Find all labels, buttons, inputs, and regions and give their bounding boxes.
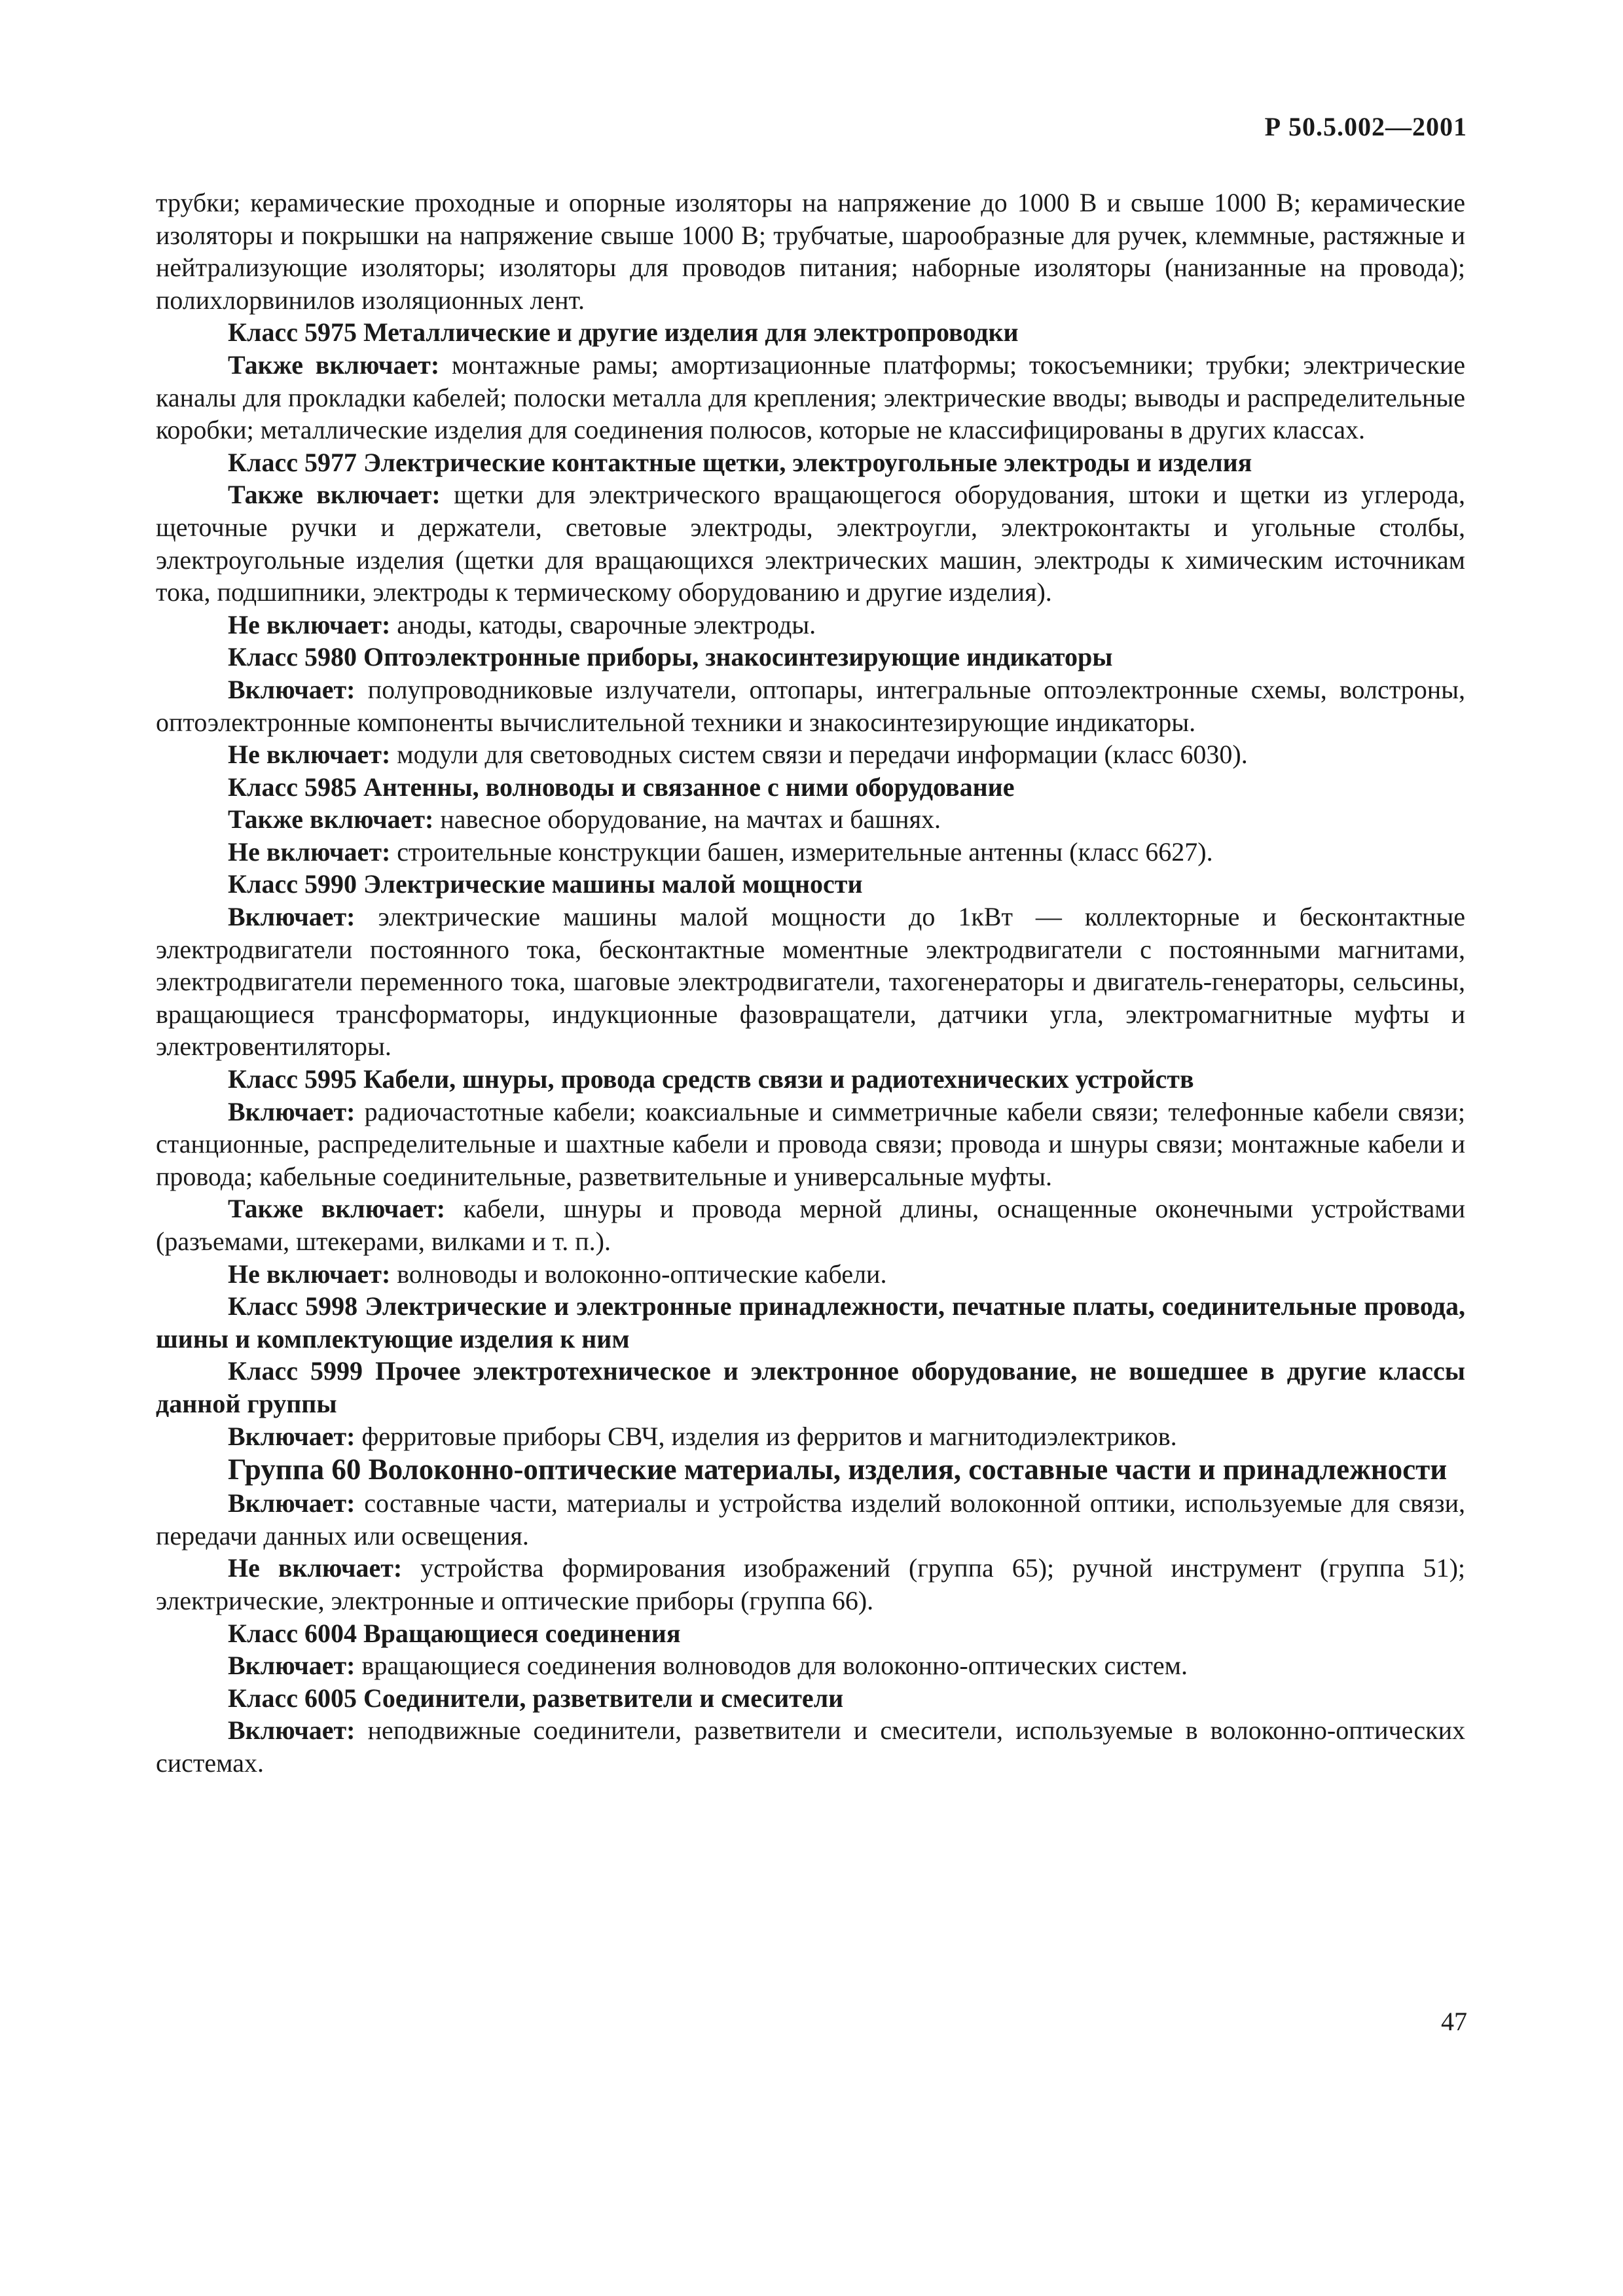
class-5977-heading: Класс 5977 Электрические контактные щетки, электроугольные электроды и изделия <box>228 447 1252 477</box>
text: электрические машины малой мощности до 1кВт — коллекторные и бесконтактные электродвигатели постоянного тока, бесконтактные моментные электродвигатели с постоянными магнитами, электродвигатели переменного тока, шаговые электродвигатели, тахогенераторы и двигатель-генераторы, сельсины, вращающиеся трансформаторы, индукционные фазовращатели, датчики угла, электромагнитные муфты и электровентиляторы. <box>156 902 1465 1062</box>
page-number: 47 <box>1441 2007 1467 2036</box>
label: Включает: <box>228 1651 356 1681</box>
label: Не включает: <box>228 609 391 639</box>
class-5980-excludes <box>156 738 1465 771</box>
class-5980-heading: Класс 5980 Оптоэлектронные приборы, знакосинтезирующие индикаторы <box>228 642 1113 672</box>
text: радиочастотные кабели; коаксиальные и симметричные кабели связи; телефонные кабели связи; станционные, распределительные и шахтные кабели и провода связи; провода и шнуры связи; монтажные кабели и провода; кабельные соединительные, разветвительные и универсальные муфты. <box>156 1096 1465 1191</box>
text: составные части, материалы и устройства изделий волоконной оптики, используемые для связи, передачи данных или освещения. <box>156 1488 1465 1551</box>
label: Включает: <box>228 1096 356 1126</box>
label: Также включает: <box>228 804 434 834</box>
class-6004-heading: Класс 6004 Вращающиеся соединения <box>228 1618 681 1648</box>
class-5999-includes <box>156 1420 1465 1453</box>
class-6004-includes <box>156 1649 1465 1682</box>
label: Не включает: <box>228 836 391 867</box>
page-content <box>156 187 1465 1780</box>
label: Включает: <box>228 1715 356 1746</box>
text: ферритовые приборы СВЧ, изделия из ферритов и магнитодиэлектриков. <box>355 1421 1177 1451</box>
text: неподвижные соединители, разветвители и смесители, используемые в волоконно-оптических системах. <box>156 1715 1465 1778</box>
class-5975-heading: Класс 5975 Металлические и другие изделия для электропроводки <box>228 317 1019 348</box>
text: монтажные рамы; амортизационные платформы; токосъемники; трубки; электрические каналы для прокладки кабелей; полоски металла для крепления; электрические вводы; выводы и распределительные коробки; металлические изделия для соединения полюсов, которые не классифицированы в других классах. <box>156 350 1466 445</box>
label: Также включает: <box>228 480 441 510</box>
class-5985-excludes <box>156 836 1465 869</box>
label: Включает: <box>228 674 356 704</box>
text: кабели, шнуры и провода мерной длины, оснащенные оконечными устройствами (разъемами, штекерами, вилками и т. п.). <box>156 1194 1466 1256</box>
class-6005-includes <box>156 1714 1465 1779</box>
label: Не включает: <box>228 1553 403 1583</box>
class-5999-heading: Класс 5999 Прочее электротехническое и электронное оборудование, не вошедшее в другие классы данной группы <box>156 1356 1465 1418</box>
label: Не включает: <box>228 1259 391 1289</box>
class-5975-includes <box>156 349 1465 446</box>
class-5995-heading: Класс 5995 Кабели, шнуры, провода средств связи и радиотехнических устройств <box>228 1064 1194 1094</box>
text: аноды, катоды, сварочные электроды. <box>390 609 816 639</box>
class-5977-includes <box>156 478 1465 608</box>
class-5980-includes <box>156 673 1465 738</box>
group-60-heading: Группа 60 Волоконно-оптические материалы, изделия, составные части и принадлежности <box>228 1453 1448 1486</box>
label: Включает: <box>228 1488 356 1518</box>
class-5998-heading: Класс 5998 Электрические и электронные принадлежности, печатные платы, соединительные провода, шины и комплектующие изделия к ним <box>156 1291 1465 1354</box>
class-5995-also-includes <box>156 1193 1465 1257</box>
label: Включает: <box>228 902 356 932</box>
class-5985-includes <box>156 803 1465 836</box>
class-5995-excludes <box>156 1258 1465 1291</box>
class-5990-heading: Класс 5990 Электрические машины малой мощности <box>228 869 863 899</box>
class-5990-includes <box>156 901 1465 1063</box>
text: волноводы и волоконно-оптические кабели. <box>390 1259 887 1289</box>
text: строительные конструкции башен, измерительные антенны (класс 6627). <box>390 836 1213 867</box>
group-60-includes <box>156 1487 1465 1552</box>
text: полупроводниковые излучатели, оптопары, интегральные оптоэлектронные схемы, волстроны, оптоэлектронные компоненты вычислительной техники и знакосинтезирующие индикаторы. <box>156 674 1465 737</box>
class-5995-includes <box>156 1096 1465 1193</box>
class-5977-excludes <box>156 609 1465 641</box>
group-60-excludes <box>156 1552 1465 1617</box>
label: Не включает: <box>228 740 391 770</box>
text: навесное оборудование, на мачтах и башнях. <box>433 804 941 834</box>
class-5985-heading: Класс 5985 Антенны, волноводы и связанное с ними оборудование <box>228 772 1015 802</box>
text: устройства формирования изображений (группа 65); ручной инструмент (группа 51); электрические, электронные и оптические приборы (группа 66). <box>156 1553 1465 1615</box>
label: Также включает: <box>228 1194 446 1224</box>
text: модули для световодных систем связи и передачи информации (класс 6030). <box>390 740 1248 770</box>
text: щетки для электрического вращающегося оборудования, штоки и щетки из углерода, щеточные ручки и держатели, световые электроды, электроугли, электроконтакты и угольные столбы, электроугольные изделия (щетки для вращающихся электрических машин, электроды к химическим источникам тока, подшипники, электроды к термическому оборудованию и другие изделия). <box>156 480 1466 607</box>
label: Включает: <box>228 1421 356 1451</box>
class-6005-heading: Класс 6005 Соединители, разветвители и смесители <box>228 1683 844 1713</box>
text: вращающиеся соединения волноводов для волоконно-оптических систем. <box>355 1651 1188 1681</box>
label: Также включает: <box>228 350 440 380</box>
paragraph-insulators: трубки; керамические проходные и опорные изоляторы на напряжение до 1000 В и свыше 1000 В; керамические изоляторы и покрышки на напряжение свыше 1000 В; трубчатые, шарообразные для ручек, клеммные, растяжные и нейтрализующие изоляторы; изоляторы для проводов питания; наборные изоляторы (нанизанные на провода); полихлорвинилов изоляционных лент. <box>156 188 1465 315</box>
document-code: Р 50.5.002—2001 <box>1264 112 1467 141</box>
